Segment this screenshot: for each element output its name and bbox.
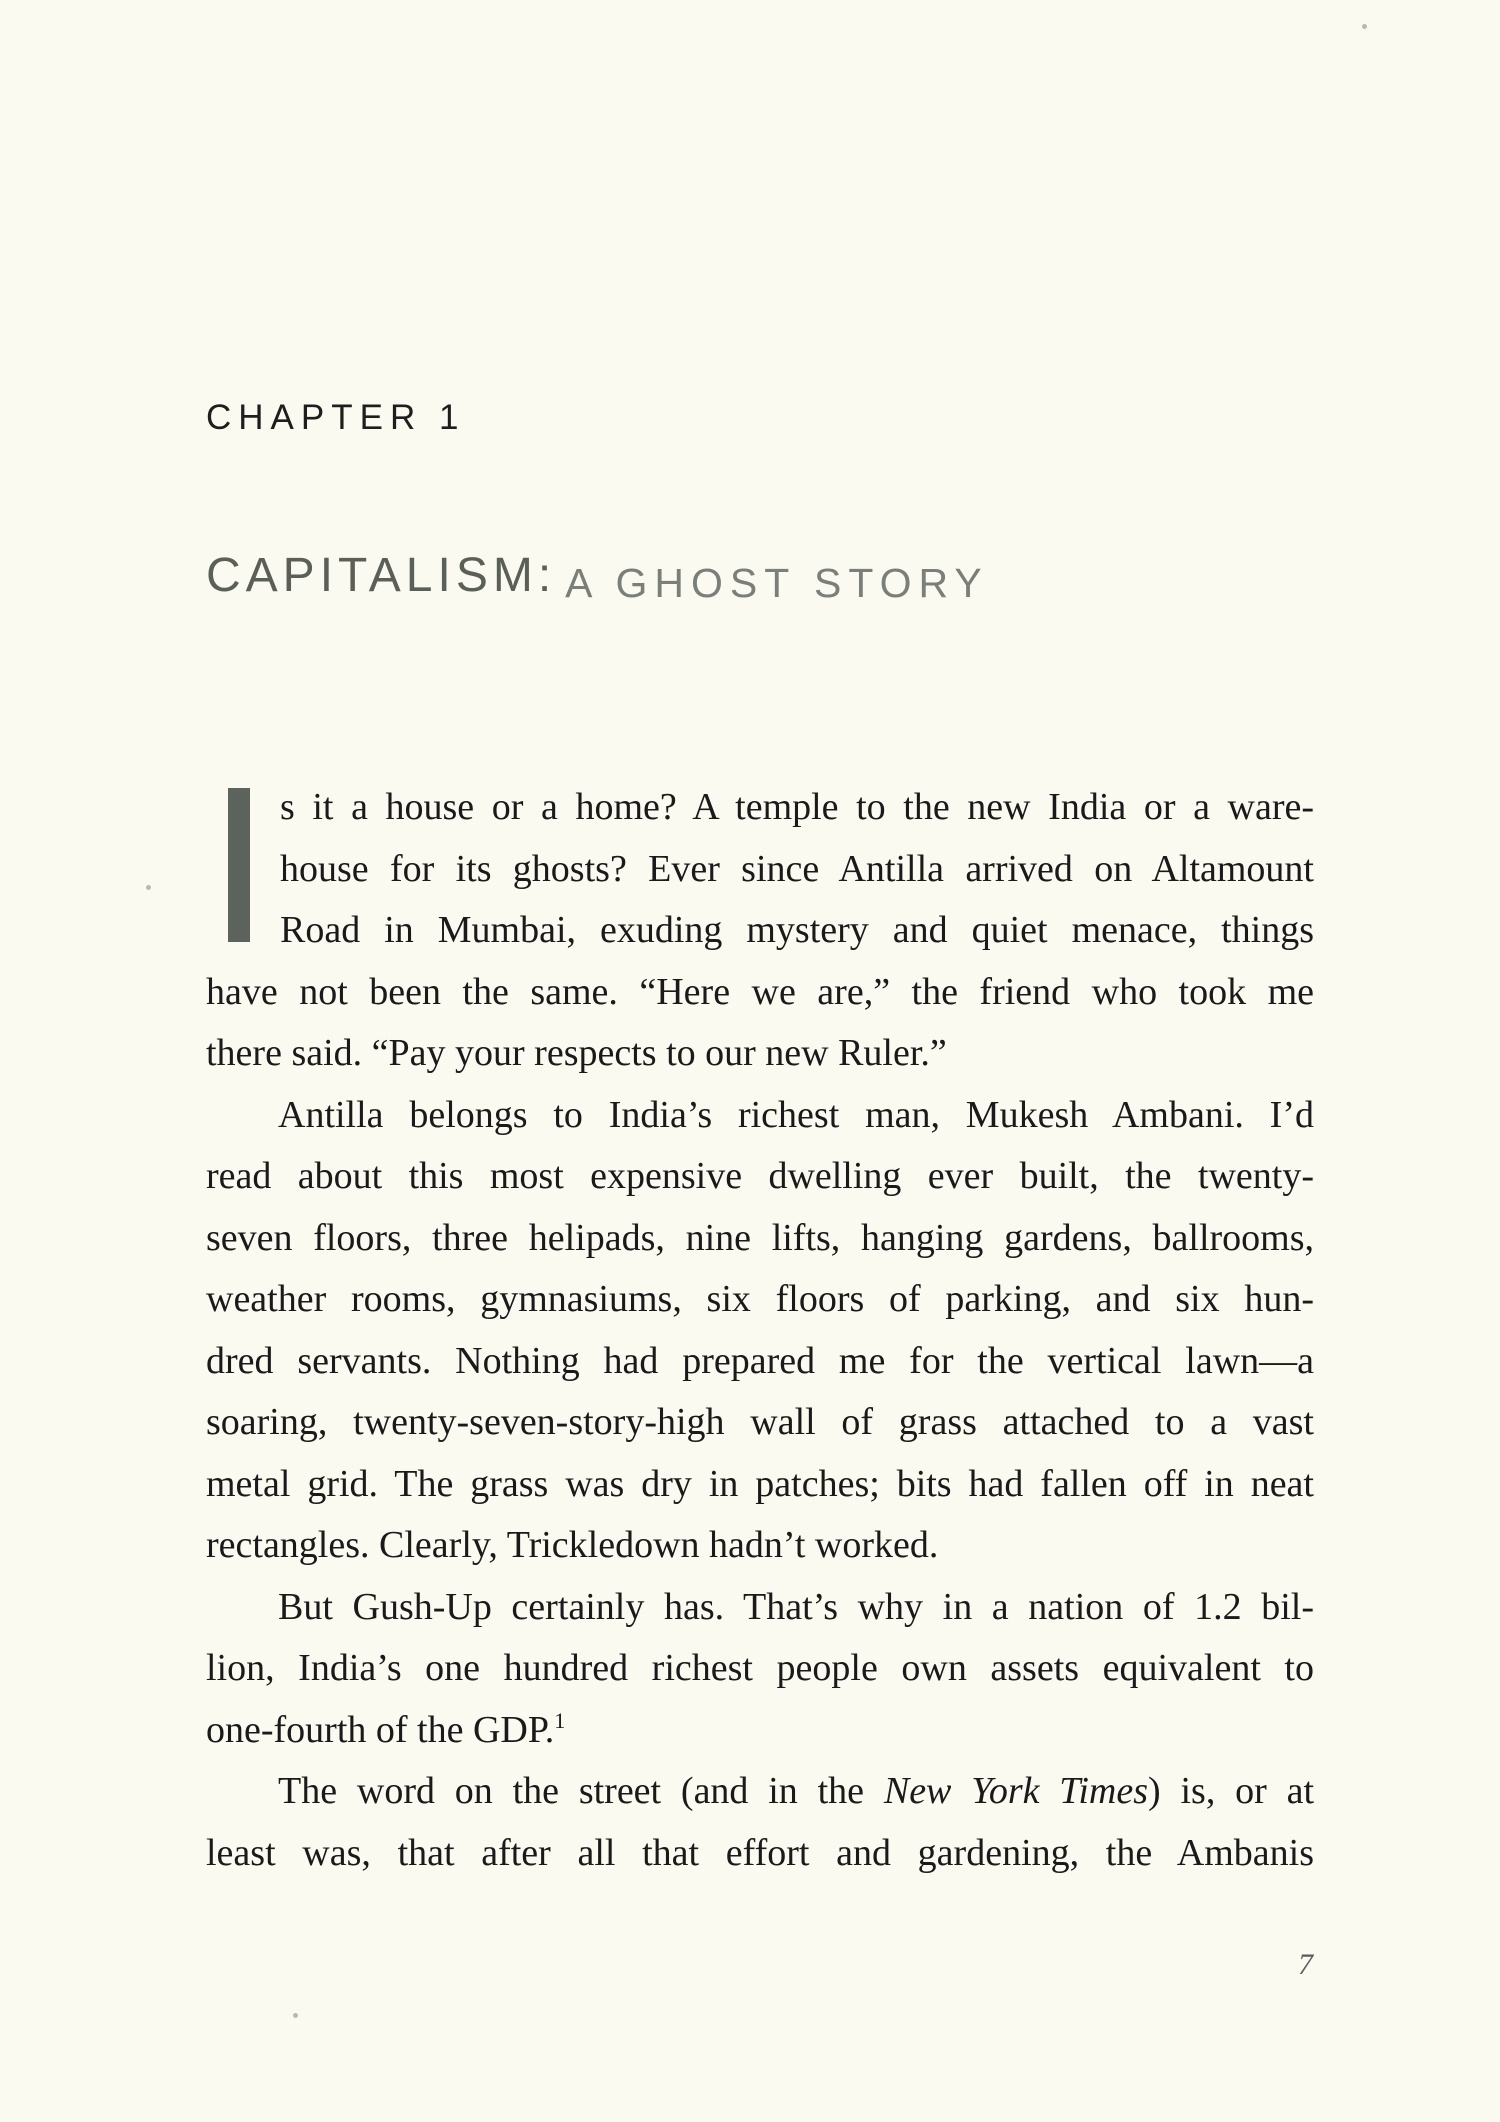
text-line: rectangles. Clearly, Trickledown hadn’t worked. [206,1524,939,1566]
text-line: Antilla belongs to India’s richest man, Mukesh Ambani. I’d [278,1093,1314,1136]
text-line: weather rooms, gymnasiums, six floors of parking, and six hun- [206,1278,1314,1320]
text-line: s it a house or a home? A temple to the new India or a ware- [280,786,1314,828]
text-line: metal grid. The grass was dry in patches; bits had fallen off in neat [206,1462,1314,1505]
text-line: house for its ghosts? Ever since Antilla arrived on Altamount [280,847,1314,890]
scan-speck [1362,24,1367,29]
paragraph [206,777,1314,1085]
scan-speck [293,2013,298,2018]
italic-title: New York Times [883,1770,1149,1812]
text-run: ) is, or at [1148,1770,1315,1812]
paragraph [206,1085,1314,1577]
text-line-content: one-fourth of the GDP. [206,1708,555,1751]
text-line: soaring, twenty-seven-story-high wall of grass attached to a vast [206,1401,1314,1443]
body-text [206,777,1314,1884]
text-line: read about this most expensive dwelling ever built, the twenty- [206,1155,1314,1197]
text-line: dred servants. Nothing had prepared me for the vertical lawn—a [206,1339,1314,1382]
chapter-label: CHAPTER 1 [206,398,466,437]
paragraph [206,1577,1314,1762]
text-line: But Gush-Up certainly has. That’s why in a nation of 1.2 bil- [278,1585,1314,1628]
footnote-marker[interactable]: 1 [554,1707,566,1733]
chapter-title [206,549,989,606]
text-line: seven floors, three helipads, nine lifts, hanging gardens, ballrooms, [206,1216,1314,1259]
text-line: lion, India’s one hundred richest people own assets equivalent to [206,1647,1314,1689]
paragraph [206,1761,1314,1884]
chapter-title-sub: A GHOST STORY [565,560,989,606]
scan-speck [146,885,151,890]
text-run: The word on the street (and in the [278,1770,884,1812]
text-line [206,1761,1314,1823]
text-line: there said. “Pay your respects to our new Ruler.” [206,1032,947,1074]
text-line [206,1700,1314,1762]
text-line: have not been the same. “Here we are,” the friend who took me [206,970,1314,1013]
drop-cap [228,788,250,942]
text-line: Road in Mumbai, exuding mystery and quiet menace, things [280,909,1314,951]
chapter-title-main: CAPITALISM: [206,549,557,602]
text-line: least was, that after all that effort and gardening, the Ambanis [206,1831,1314,1874]
page-number: 7 [1298,1948,1313,1981]
